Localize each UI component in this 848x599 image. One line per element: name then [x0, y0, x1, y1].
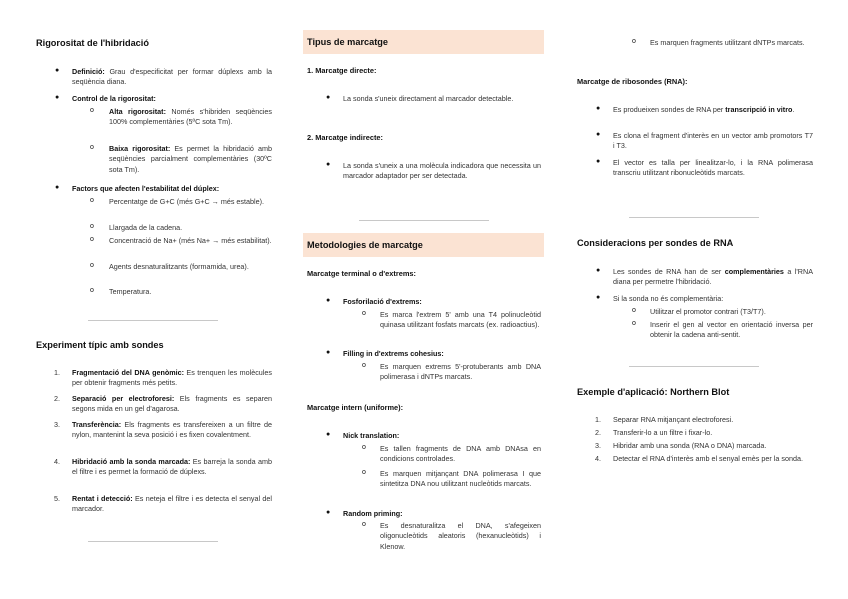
bullet-icon: ●	[596, 158, 601, 165]
step-number: 1.	[595, 415, 601, 424]
directe-text: La sonda s'uneix directament al marcador detectable.	[343, 94, 514, 103]
experiment-step: Fragmentació del DNA genòmic: Es trenquen les molècules per obtenir fragments més petits.	[72, 368, 272, 388]
factor-item: Percentatge de G+C (més G+C → més estable).	[109, 197, 264, 206]
factors-label: Factors que afecten l'estabilitat del dúplex:	[72, 184, 220, 193]
bullet-icon: ●	[326, 431, 331, 438]
northern-step: Separar RNA mitjançant electroforesi.	[613, 415, 734, 424]
control-label: Control de la rigorositat:	[72, 94, 156, 103]
step-number: 2.	[54, 394, 60, 403]
random-priming-label: Random priming:	[343, 509, 403, 518]
bullet-icon: ●	[55, 94, 60, 101]
section-divider	[88, 541, 218, 542]
bullet-icon: ●	[596, 294, 601, 301]
section-title-consideracions: Consideracions per sondes de RNA	[577, 238, 734, 248]
bullet-icon: ●	[326, 509, 331, 516]
sub-bullet-icon: o	[362, 469, 366, 476]
step-number: 4.	[595, 454, 601, 463]
section-title-northern-blot: Exemple d'aplicació: Northern Blot	[577, 387, 730, 397]
section-header-tipus: Tipus de marcatge	[303, 30, 544, 54]
sub-bullet-icon: o	[632, 38, 636, 45]
alta-rigorositat-item: Alta rigorositat: Només s'hibriden seqüències 100% complementàries (5ºC sota Tm).	[109, 107, 272, 127]
section-divider	[359, 220, 489, 221]
sub-bullet-icon: o	[632, 307, 636, 314]
sub-bullet-icon: o	[90, 287, 94, 294]
bullet-icon: ●	[326, 161, 331, 168]
subheading-intern: Marcatge intern (uniforme):	[307, 403, 404, 412]
ribo-item: Es produeixen sondes de RNA per transcripció in vitro.	[613, 105, 795, 114]
northern-step: Detectar el RNA d'interès amb el senyal emès per la sonda.	[613, 454, 803, 463]
section-header-metodologies: Metodologies de marcatge	[303, 233, 544, 257]
sub-bullet-icon: o	[90, 197, 94, 204]
step-number: 3.	[54, 420, 60, 429]
section-divider	[88, 320, 218, 321]
section-title-rigorositat: Rigorositat de l'hibridació	[36, 38, 149, 48]
subheading-terminal: Marcatge terminal o d'extrems:	[307, 269, 416, 278]
bullet-icon: ●	[326, 94, 331, 101]
sub-bullet-icon: o	[362, 362, 366, 369]
experiment-step: Separació per electroforesi: Els fragments es separen segons mida en un gel d'agarosa.	[72, 394, 272, 414]
bullet-icon: ●	[55, 184, 60, 191]
sub-bullet-icon: o	[90, 144, 94, 151]
section-divider	[629, 217, 759, 218]
consid-item: Si la sonda no és complementària:	[613, 294, 724, 303]
filling-text: Es marquen extrems 5'-protuberants amb DNA polimerasa i dNTPs marcats.	[380, 362, 541, 382]
sub-bullet-icon: o	[362, 310, 366, 317]
fosforilacio-text: Es marca l'extrem 5' amb una T4 polinucleòtid quinasa utilitzant fosfats marcats (ex. radioactius).	[380, 310, 541, 330]
experiment-step: Rentat i detecció: Es neteja el filtre i es detecta el senyal del marcador.	[72, 494, 272, 514]
definicio-paragraph: Definició: Grau d'especificitat per formar dúplexs amb la seqüència diana.	[72, 67, 272, 87]
baixa-rigorositat-item: Baixa rigorositat: Es permet la hibridació amb seqüències parcialment complementàries (30ºC sota Tm).	[109, 144, 272, 174]
sub-bullet-icon: o	[362, 521, 366, 528]
sub-bullet-icon: o	[90, 107, 94, 114]
sub-bullet-icon: o	[632, 320, 636, 327]
factor-item: Temperatura.	[109, 287, 152, 296]
section-divider	[629, 366, 759, 367]
factor-item: Concentració de Na+ (més Na+ → més estabilitat).	[109, 236, 272, 245]
ribo-item: Es clona el fragment d'interès en un vector amb promotors T7 i T3.	[613, 131, 813, 151]
consid-sub-item: Utilitzar el promotor contrari (T3/T7).	[650, 307, 766, 316]
random-priming-text: Es desnaturalitza el DNA, s'afegeixen oligonucleòtids aleatoris (hexanucleòtids) i Klenow.	[380, 521, 541, 551]
consid-item: Les sondes de RNA han de ser complementàries a l'RNA diana per permetre l'hibridació.	[613, 267, 813, 287]
filling-label: Filling in d'extrems cohesius:	[343, 349, 444, 358]
bullet-icon: ●	[326, 297, 331, 304]
northern-step: Transferir-lo a un filtre i fixar-lo.	[613, 428, 713, 437]
factor-item: Llargada de la cadena.	[109, 223, 183, 232]
experiment-step: Hibridació amb la sonda marcada: Es barreja la sonda amb el filtre i es permet la formació de dúplexs.	[72, 457, 272, 477]
factor-item: Agents desnaturalitzants (formamida, urea).	[109, 262, 249, 271]
sub-bullet-icon: o	[90, 223, 94, 230]
step-number: 4.	[54, 457, 60, 466]
sub-bullet-icon: o	[90, 262, 94, 269]
step-number: 5.	[54, 494, 60, 503]
bullet-icon: ●	[326, 349, 331, 356]
section-title-experiment: Experiment típic amb sondes	[36, 340, 164, 350]
subheading-directe: 1. Marcatge directe:	[307, 66, 377, 75]
experiment-step: Transferència: Els fragments es transfereixen a un filtre de nylon, mantenint la seva posició i es fixen covalentment.	[72, 420, 272, 440]
ribo-item: El vector es talla per linealitzar-lo, i la RNA polimerasa transcriu utilitzant ribonucleòtids marcats.	[613, 158, 813, 178]
bullet-icon: ●	[596, 267, 601, 274]
nick-item: Es tallen fragments de DNA amb DNAsa en condicions controlades.	[380, 444, 541, 464]
bullet-icon: ●	[596, 131, 601, 138]
indirecte-text: La sonda s'uneix a una molècula indicadora que necessita un marcador adaptador per ser detectada.	[343, 161, 541, 181]
top-item: Es marquen fragments utilitzant dNTPs marcats.	[650, 38, 805, 47]
step-number: 2.	[595, 428, 601, 437]
step-number: 3.	[595, 441, 601, 450]
sub-bullet-icon: o	[90, 236, 94, 243]
subheading-ribosondes: Marcatge de ribosondes (RNA):	[577, 77, 688, 86]
step-number: 1.	[54, 368, 60, 377]
nick-item: Es marquen mitjançant DNA polimerasa I que sintetitza DNA nou utilitzant nucleòtids marcats.	[380, 469, 541, 489]
nick-translation-label: Nick translation:	[343, 431, 400, 440]
bullet-icon: ●	[55, 67, 60, 74]
sub-bullet-icon: o	[362, 444, 366, 451]
fosforilacio-label: Fosforilació d'extrems:	[343, 297, 422, 306]
subheading-indirecte: 2. Marcatge indirecte:	[307, 133, 383, 142]
bullet-icon: ●	[596, 105, 601, 112]
northern-step: Hibridar amb una sonda (RNA o DNA) marcada.	[613, 441, 767, 450]
consid-sub-item: Inserir el gen al vector en orientació inversa per obtenir la cadena anti-sentit.	[650, 320, 813, 340]
